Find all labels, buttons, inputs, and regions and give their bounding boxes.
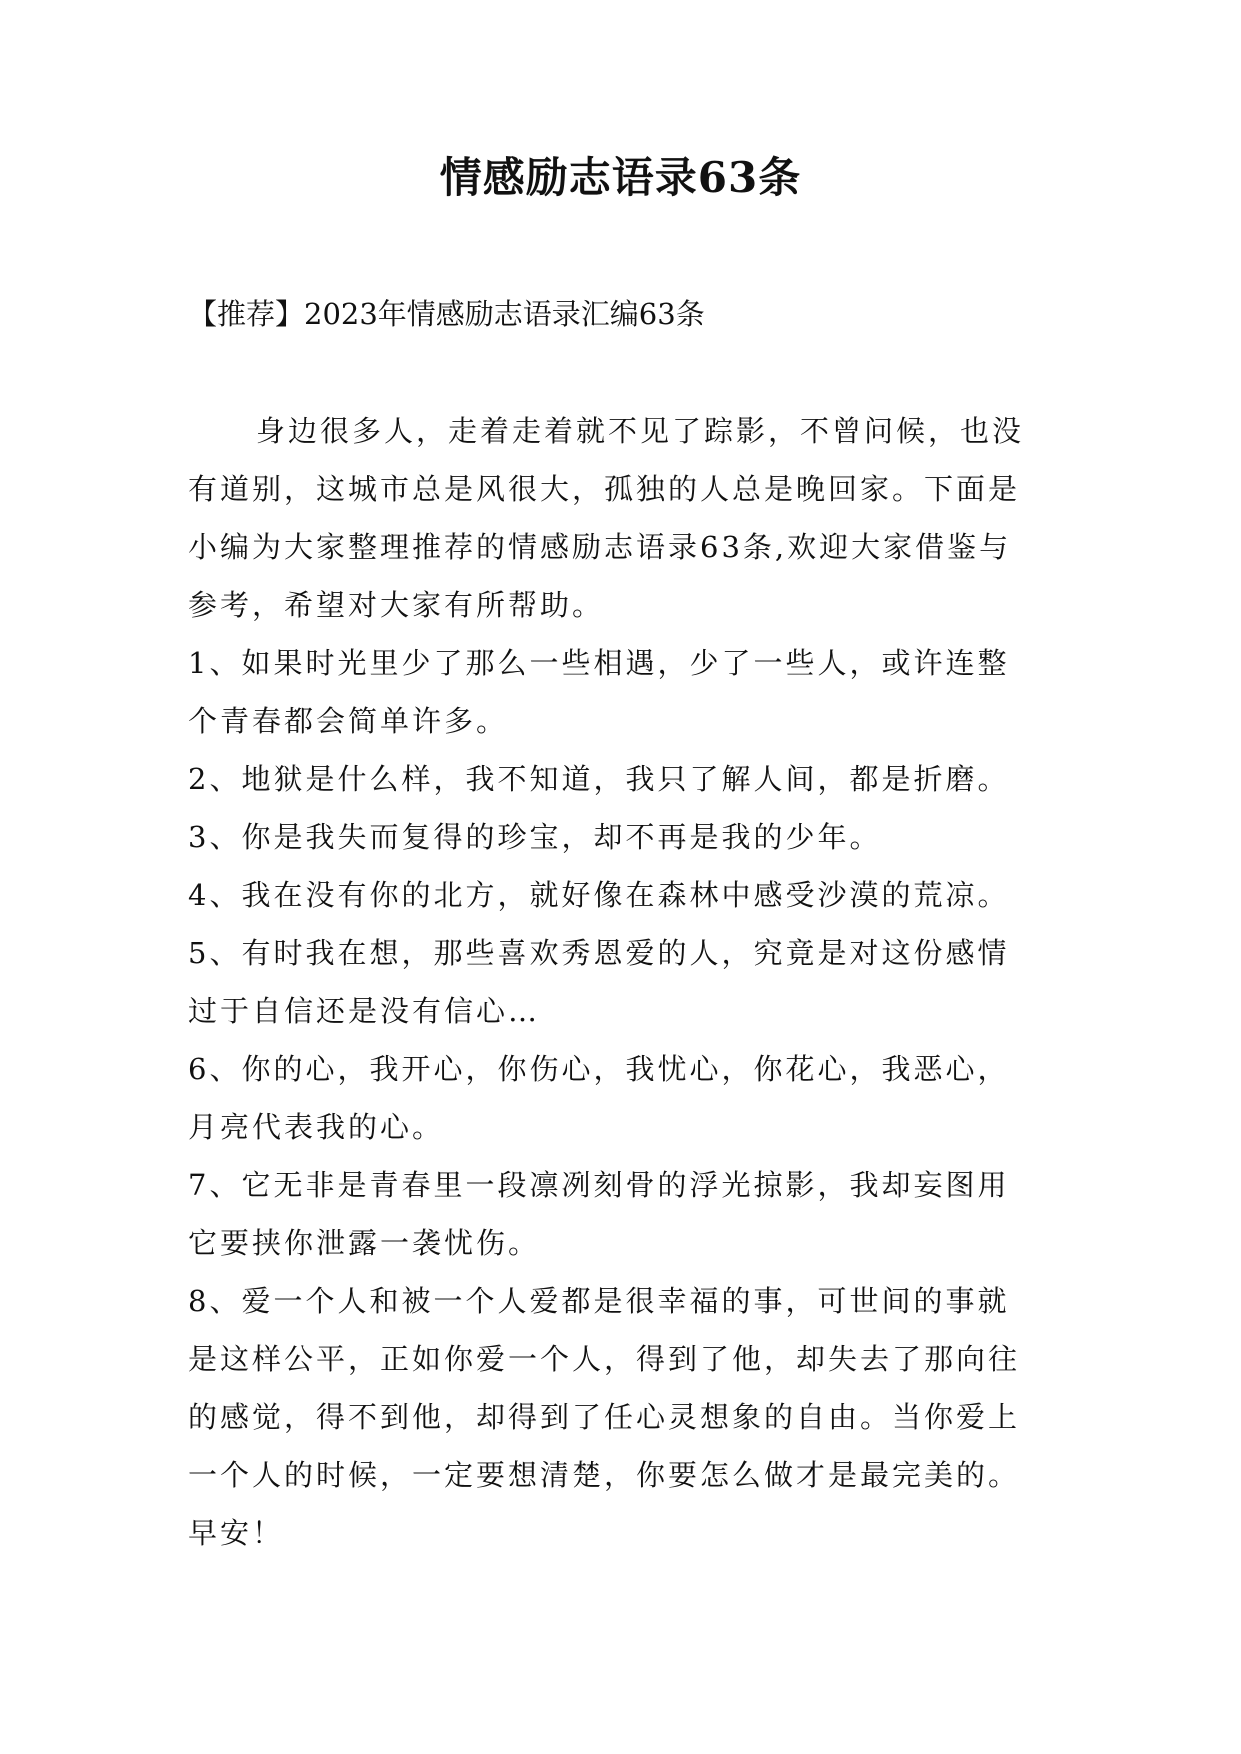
body-line: 小编为大家整理推荐的情感励志语录63条,欢迎大家借鉴与 [188,530,1012,564]
body-line: 是这样公平，正如你爱一个人，得到了他，却失去了那向往 [188,1342,1021,1376]
body-line: 月亮代表我的心。 [188,1110,445,1144]
body-line: 过于自信还是没有信心… [188,994,541,1028]
body-line: 一个人的时候，一定要想清楚，你要怎么做才是最完美的。 [188,1458,1021,1492]
body-line: 4、我在没有你的北方，就好像在森林中感受沙漠的荒凉。 [188,878,1010,912]
body-line: 7、它无非是青春里一段凛冽刻骨的浮光掠影，我却妄图用 [188,1168,1010,1202]
body-line: 早安！ [188,1516,285,1550]
body-line: 5、有时我在想，那些喜欢秀恩爱的人，究竟是对这份感情 [188,936,1010,970]
body-line: 8、爱一个人和被一个人爱都是很幸福的事，可世间的事就 [188,1284,1010,1318]
body-line: 6、你的心，我开心，你伤心，我忧心，你花心，我恶心， [188,1052,1010,1086]
body-line: 身边很多人，走着走着就不见了踪影，不曾问候，也没 [256,414,1025,448]
body-line: 个青春都会简单许多。 [188,704,509,738]
body-line: 有道别，这城市总是风很大，孤独的人总是晚回家。下面是 [188,472,1021,506]
body-line: 1、如果时光里少了那么一些相遇，少了一些人，或许连整 [188,646,1010,680]
body-line: 的感觉，得不到他，却得到了任心灵想象的自由。当你爱上 [188,1400,1021,1434]
body-line: 3、你是我失而复得的珍宝，却不再是我的少年。 [188,820,882,854]
document-title: 情感励志语录63条 [439,153,802,202]
body-line: 2、地狱是什么样，我不知道，我只了解人间，都是折磨。 [188,762,1010,796]
document-body [188,402,1088,1562]
body-line: 参考，希望对大家有所帮助。 [188,588,605,622]
document-subtitle: 【推荐】2023年情感励志语录汇编63条 [188,297,705,331]
body-line: 它要挟你泄露一袭忧伤。 [188,1226,541,1260]
